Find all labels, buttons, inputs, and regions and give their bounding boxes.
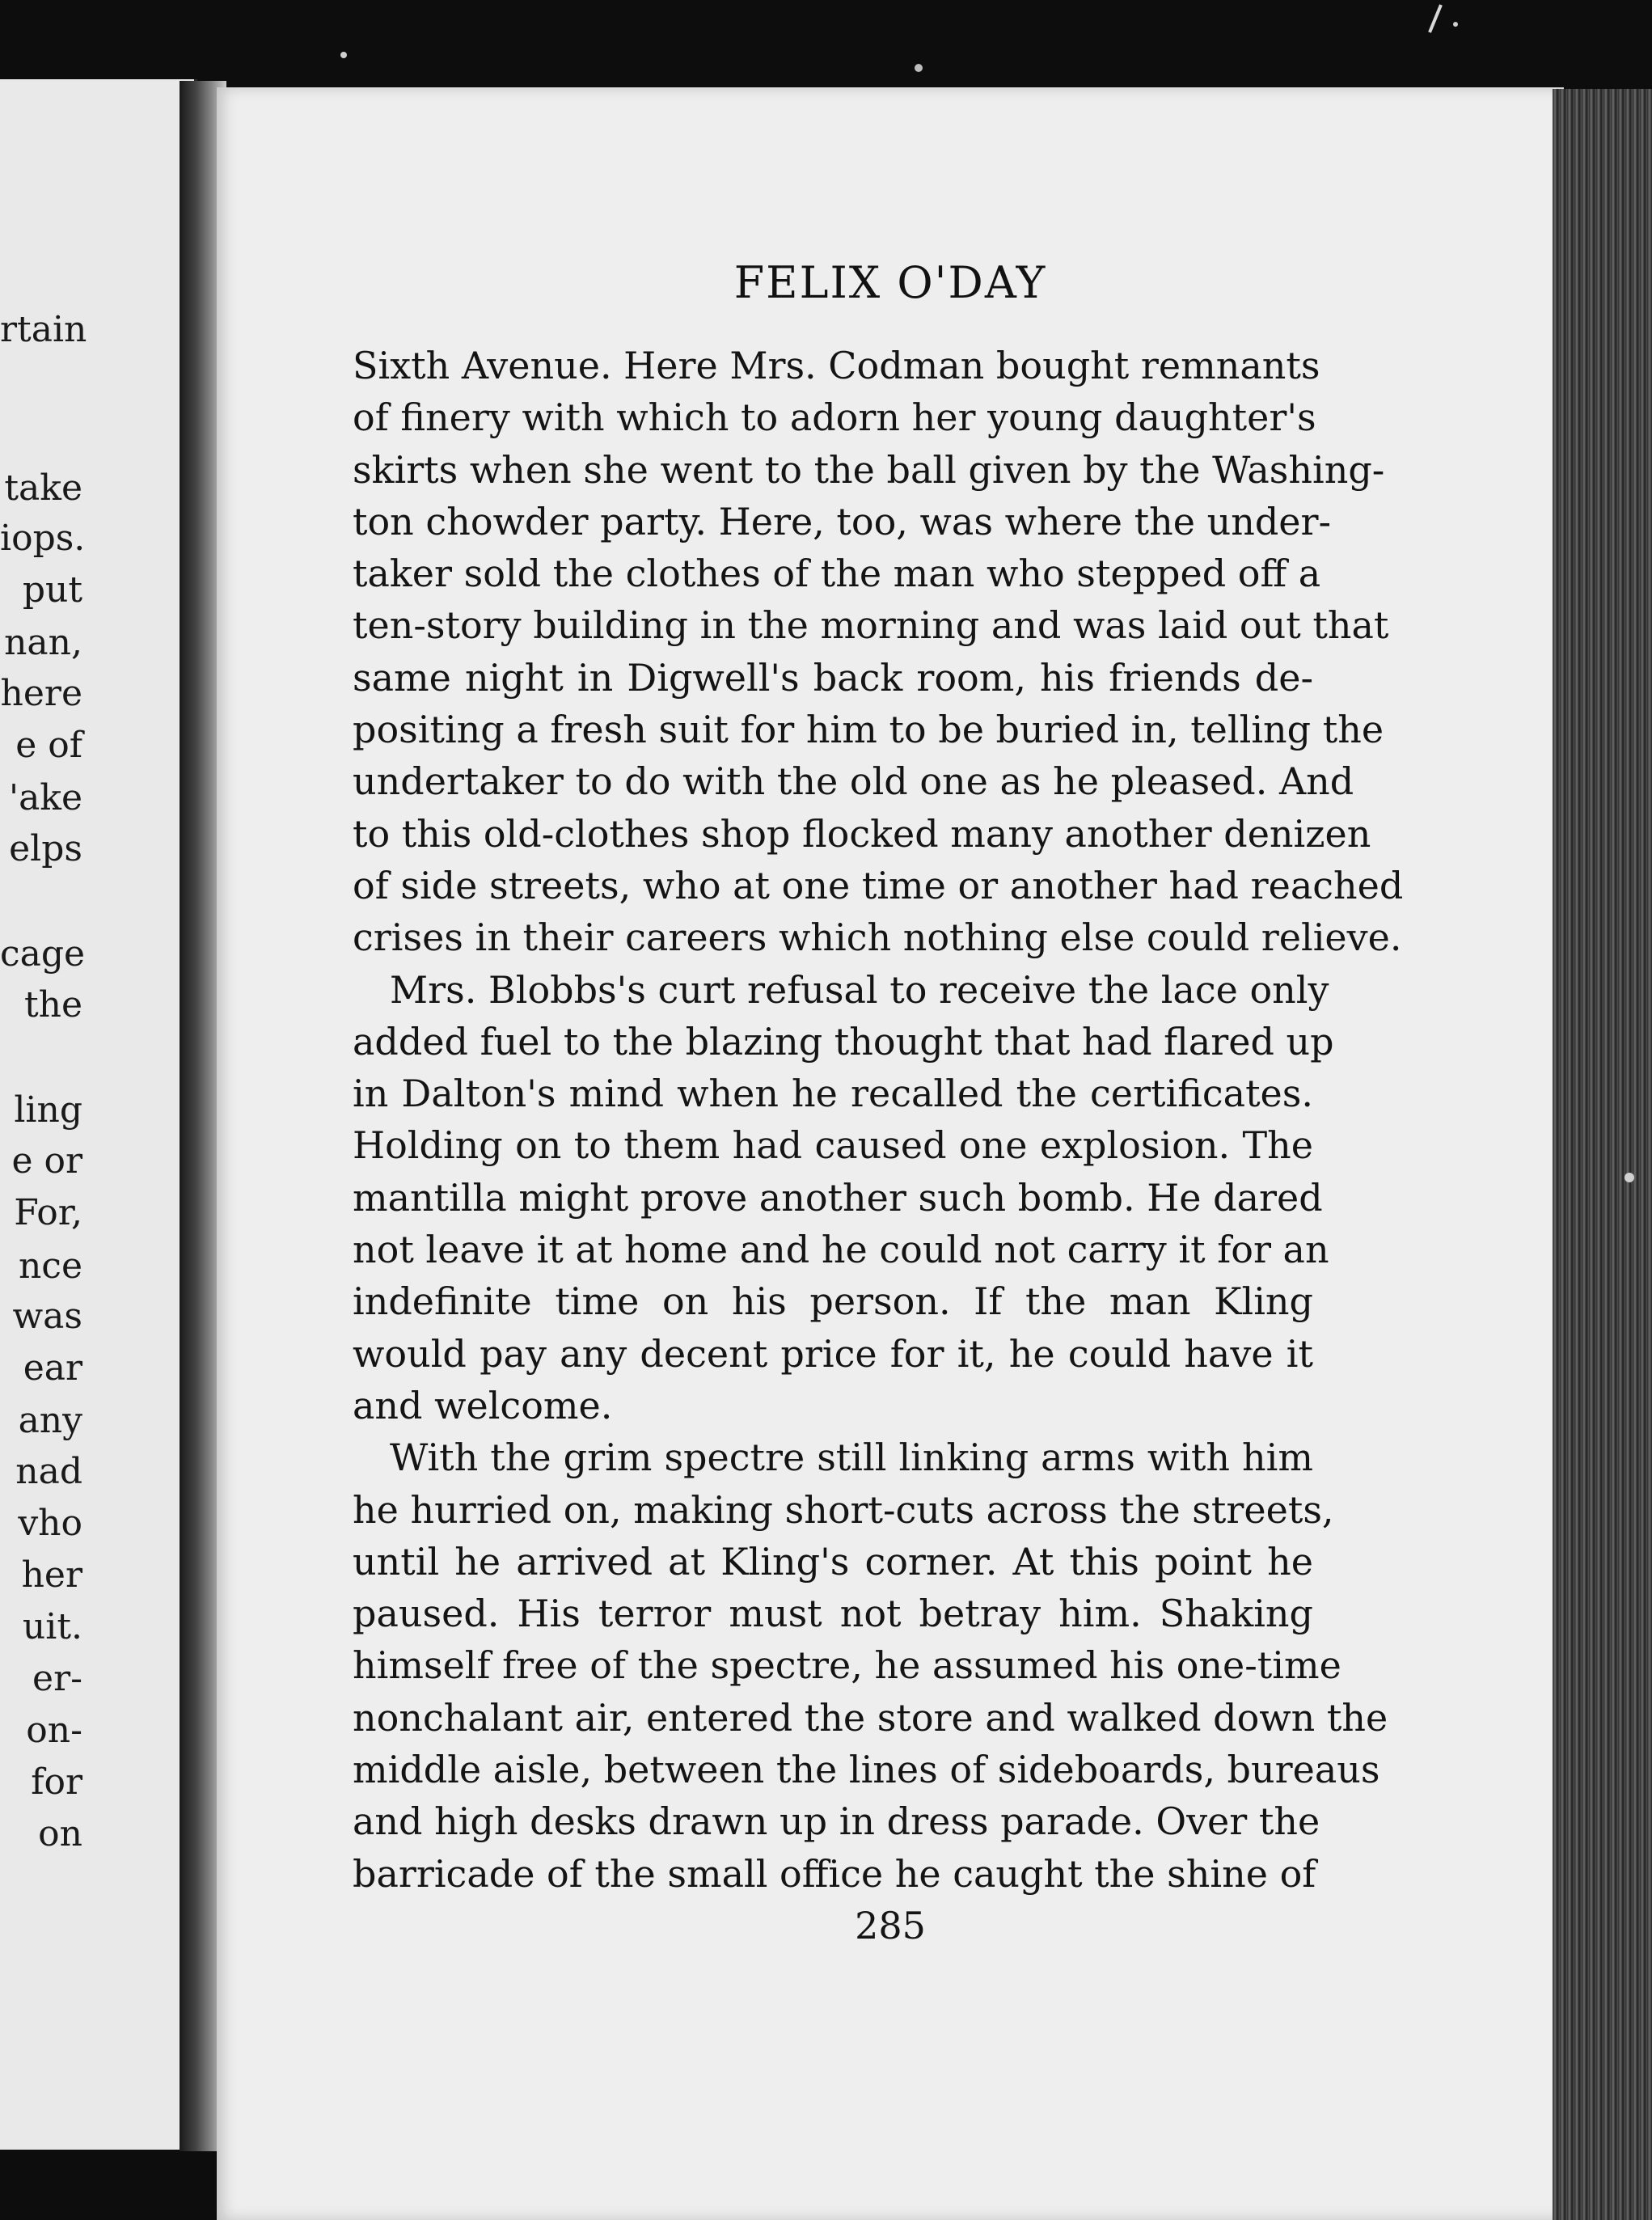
left-page-fragment: the	[23, 984, 82, 1025]
page-number: 285	[855, 1904, 926, 1947]
text-line: Holding on to them had caused one explosion. The	[353, 1123, 1313, 1168]
text-line: crises in their careers which nothing else could relieve.	[353, 915, 1402, 960]
text-line: barricade of the small office he caught the shine of	[353, 1851, 1316, 1896]
text-line: nonchalant air, entered the store and walked down the	[353, 1695, 1388, 1740]
left-page-fragment: for	[31, 1761, 82, 1803]
left-page-fragment: elps	[9, 828, 82, 869]
left-page-fragment: nad	[15, 1451, 82, 1492]
left-page-fragment: was	[12, 1296, 82, 1337]
text-line: of finery with which to adorn her young daughter's	[353, 395, 1316, 440]
text-line: ten-story building in the morning and was laid out that	[353, 603, 1389, 648]
text-line: middle aisle, between the lines of sideboards, bureaus	[353, 1748, 1380, 1792]
text-line: Sixth Avenue. Here Mrs. Codman bought remnants	[353, 344, 1320, 387]
text-line: not leave it at home and he could not carry it for an	[353, 1228, 1329, 1272]
page-edges	[1553, 89, 1652, 2220]
left-page-fragment: 'ake	[8, 777, 82, 818]
text-line: himself free of the spectre, he assumed his one-time	[353, 1643, 1341, 1688]
text-line: same night in Digwell's back room, his friends de-	[353, 655, 1313, 700]
left-page-fragment: take	[4, 467, 82, 509]
left-page-fragment: cage	[0, 933, 86, 975]
text-line: would pay any decent price for it, he could have it	[353, 1331, 1313, 1376]
text-line: of side streets, who at one time or another had reached	[353, 863, 1404, 907]
text-line: added fuel to the blazing thought that had flared up	[353, 1019, 1334, 1063]
running-head: FELIX O'DAY	[733, 257, 1047, 308]
left-page-fragment: her	[21, 1554, 82, 1596]
left-page-fragment: here	[0, 673, 82, 714]
left-page-fragment: e or	[11, 1140, 82, 1182]
left-page-fragment: on	[38, 1813, 82, 1854]
text-line: paused. His terror must not betray him. Shaking	[353, 1592, 1313, 1636]
left-facing-page	[0, 79, 197, 2150]
left-page-fragment: iops.	[0, 518, 86, 559]
body-text	[353, 340, 1404, 1900]
left-page-fragment: e of	[15, 725, 82, 766]
left-page-fragment: For,	[14, 1192, 82, 1233]
text-line: mantilla might prove another such bomb. He dared	[353, 1175, 1323, 1220]
left-page-fragment: vho	[18, 1503, 82, 1544]
text-line: skirts when she went to the ball given by the Washing-	[353, 447, 1385, 492]
left-page-fragment: put	[22, 569, 82, 611]
left-page-fragment: ling	[14, 1089, 82, 1131]
text-line: to this old-clothes shop flocked many another denizen	[353, 811, 1371, 856]
text-line: positing a fresh suit for him to be buried in, telling the	[353, 708, 1384, 752]
text-line: undertaker to do with the old one as he pleased. And	[353, 759, 1354, 804]
left-page-fragment: any	[18, 1400, 82, 1441]
left-page-fragment: rtain	[0, 309, 87, 350]
left-page-fragment: uit.	[22, 1606, 82, 1647]
text-line: With the grim spectre still linking arms with him	[390, 1436, 1313, 1480]
text-line: taker sold the clothes of the man who stepped off a	[353, 552, 1321, 596]
left-page-fragment: on-	[26, 1710, 82, 1751]
text-line: until he arrived at Kling's corner. At this point he	[353, 1539, 1313, 1584]
left-page-fragment: nce	[18, 1245, 82, 1287]
text-line: Mrs. Blobbs's curt refusal to receive the lace only	[390, 967, 1329, 1012]
text-line: ton chowder party. Here, too, was where the under-	[353, 499, 1332, 543]
text-line: indefinite time on his person. If the man Kling	[353, 1279, 1313, 1324]
text-line: and welcome.	[353, 1383, 613, 1427]
text-line: he hurried on, making short-cuts across the streets,	[353, 1487, 1334, 1532]
left-page-fragment: ear	[23, 1347, 82, 1389]
left-page-fragment: er-	[32, 1658, 82, 1699]
left-page-fragment: nan,	[4, 622, 82, 663]
text-line: and high desks drawn up in dress parade. Over the	[353, 1799, 1320, 1844]
text-line: in Dalton's mind when he recalled the certificates.	[353, 1072, 1313, 1116]
